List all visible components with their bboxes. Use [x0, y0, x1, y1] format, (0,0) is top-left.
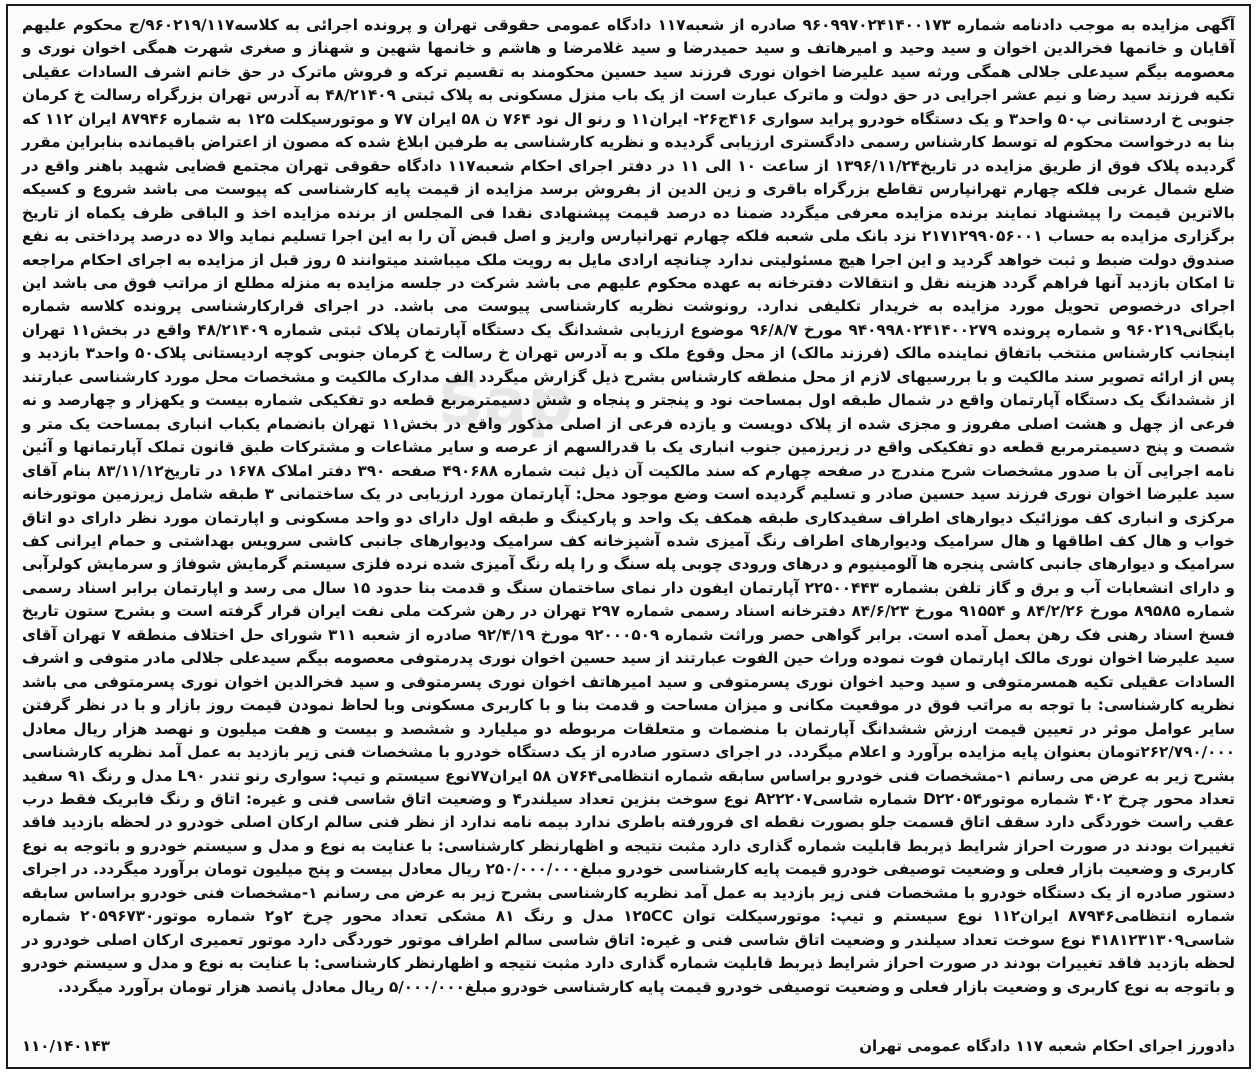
footer-signature: دادورز اجرای احکام شعبه ۱۱۷ دادگاه عمومی تهران [859, 1037, 1235, 1055]
notice-footer [22, 1033, 1235, 1059]
auction-notice [6, 4, 1251, 1069]
footer-reference-code: ۱۱۰/۱۴۰۱۴۳ [22, 1037, 110, 1055]
watermark-logo: Sap [438, 366, 574, 440]
notice-body-text: آگهی مزایده به موجب دادنامه شماره ۹۶۰۹۹۷۰۲۴۱۴۰۰۱۷۳ صادره از شعبه۱۱۷ دادگاه عمومی حقوقی تهران و پرونده اجرائی به کلاسه۹۶۰۲۱۹/۱۱۷/ج محکوم علیهم آقایان و خانمها فخرالدین اخوان و سید وحید و امیرهاتف و سید حمیدرضا و سید غلامرضا و هاشم و خانمها شهین و شهناز و صغری شهرت همگی اخوان نوری و معصومه بیگم سیدعلی جلالی همگی ورثه سید علیرضا اخوان نوری فرزند سید حسین محکومند به تقسیم ترکه و فروش ماترک در حق خانم اشرف السادات عقیلی تکیه فرزند سید رضا و نیم عشر اجرایی در حق دولت و ماترک عبارت است از یک باب منزل مسکونی به پلاک ثبتی ۴۸/۲۱۴۰۹ به آدرس تهران بزرگراه رسالت خ کرمان جنوبی خ اردستانی پ۵۰ واحد۳ و یک دستگاه خودرو پراید سواری ۴۱۶ج۲۶- ایران۱۱ و رنو ال نود ۷۶۴ ن ۵۸ ایران ۷۷ و موتورسیکلت ۱۲۵ به شماره ۸۷۹۴۶ ایران ۱۱۲ که بنا به درخواست محکوم له توسط کارشناس رسمی دادگستری ارزیابی گردیده و نظریه کارشناسی به طرفین ابلاغ شده که مصون از اعتراض باقیمانده بنابراین مقرر گردیده پلاک فوق از طریق مزایده در تاریخ۱۳۹۶/۱۱/۲۴ از ساعت ۱۰ الی ۱۱ در دفتر اجرای احکام شعبه۱۱۷ دادگاه حقوقی تهران مجتمع قضایی شهید باهنر واقع در ضلع شمال غربی فلکه چهارم تهرانپارس تقاطع بزرگراه باقری و زین الدین از بفروش برسد مزایده از قیمت پایه کارشناسی که پیوست می باشد شروع و کسیکه بالاترین قیمت را پیشنهاد نمایند برنده مزایده معرفی میگردد ضمنا ده درصد قیمت پیشنهادی نقدا فی المجلس از برنده مزایده اخذ و الباقی ظرف یکماه از تاریخ برگزاری مزایده به حساب ۲۱۷۱۲۹۹۰۵۶۰۰۱ نزد بانک ملی شعبه فلکه چهارم تهرانپارس واریز و اصل قبض آن را به این اجرا تسلیم نماید والا ده درصد پرداختی به نفع صندوق دولت ضبط و ثبت خواهد گردید و این اجرا هیچ مسئولیتی ندارد چنانچه ارادی مایل به رویت ملک میباشند میتوانند ۵ روز قبل از مزایده به اجرای احکام مراجعه تا امکان بازدید آنها فراهم گردد هزینه نقل و انتقالات دفترخانه به عهده محکوم علیهم می باشد شرکت در جلسه مزایده به منزله مطلع از مراتب فوق می باشد این اجرای درخصوص تحویل مورد مزایده به خریدار تکلیفی ندارد. رونوشت نظریه کارشناسی پیوست می باشد. در اجرای قرارکارشناسی پرونده کلاسه شماره بایگانی۹۶۰۲۱۹ و شماره پرونده ۹۴۰۹۹۸۰۲۴۱۴۰۰۲۷۹ مورخ ۹۶/۸/۷ موضوع ارزیابی ششدانگ یک دستگاه آپارتمان پلاک ثبتی شماره ۴۸/۲۱۴۰۹ واقع در بخش۱۱ تهران اینجانب کارشناس منتخب باتفاق نماینده مالک (فرزند مالک) از محل وقوع ملک و به آدرس تهران خ رسالت خ کرمان جنوبی کوچه اردیستانی پلاک۵۰ واحد۳ بازدید و پس از ارائه تصویر سند مالکیت و با بررسیهای لازم از محل منطقه کارشناس بشرح ذیل گزارش میگردد الف مدارک مالکیت و مشخصات محل مورد کارشناسی عبارتند از ششدانگ یک دستگاه آپارتمان واقع در شمال طبقه اول بمساحت نود و پنجتر و پنجاه و شش دسیمترمربع قطعه دو تفکیکی شماره بیست و یکهزار و چهارصد و نه فرعی از چهل و هشت اصلی مفروز و مجزی شده از پلاک دویست و یازده فرعی از اصلی مذکور واقع در بخش۱۱ تهران بانضمام یکباب انباری بمساحت یک متر و شصت و پنج دسیمترمربع قطعه دو تفکیکی واقع در زیرزمین جنوب انباری یک با قدرالسهم از عرصه و سایر مشاعات و مشترکات طبق قانون تملک آپارتمانها و آئین نامه اجرایی آن با صدور مشخصات شرح مندرج در صفحه چهارم که سند مالکیت آن ذیل ثبت شماره ۴۹۰۶۸۸ صفحه ۳۹۰ دفتر املاک ۱۶۷۸ در تاریخ۸۳/۱۱/۱۲ بنام آقای سید علیرضا اخوان نوری فرزند سید حسین صادر و تسلیم گردیده است وضع موجود محل: آپارتمان مورد ارزیابی در یک ساختمانی ۳ طبقه شامل زیرزمین موتورخانه مرکزی و انباری کف موزائیک دیوارهای اطراف سفیدکاری طبقه همکف یک واحد و پارکینگ و طبقه اول دارای دو واحد مسکونی و اپارتمان مورد نظر دارای دو اتاق خواب و هال کف اطاقها و هال سرامیک ودیوارهای اطراف رنگ آمیزی شده آشپزخانه کف سرامیک ودیوارهای جانبی کاشی سرویس بهداشتی و حمام ایرانی کف سرامیک و دیوارهای جانبی کاشی پنجره ها آلومینیوم و درهای ورودی چوبی پله سنگ و را پله رنگ آمیزی شده نرده فلزی سیستم گرمایش شوفاژ و سرمایش کولرآبی و دارای انشعابات آب و برق و گاز تلفن بشماره ۲۲۵۰۰۴۴۳ آپارتمان ایفون دار نمای ساختمان سنگ و قدمت بنا حدود ۱۵ سال می رسد و اپارتمان برابر اسناد رسمی شماره ۸۹۵۸۵ مورخ ۸۴/۲/۲۶ و ۹۱۵۵۴ مورخ ۸۴/۶/۲۳ دفترخانه اسناد رسمی شماره ۲۹۷ تهران در رهن شرکت ملی نفت ایران قرار گرفته است و بشرح ستون تاریخ فسخ اسناد رهنی فک رهن بعمل آمده است. برابر گواهی حصر وراثت شماره ۹۲۰۰۰۵۰۹ مورخ ۹۲/۴/۱۹ صادره از شعبه ۳۱۱ شورای حل اختلاف منطقه ۷ تهران آقای سید علیرضا اخوان نوری مالک اپارتمان فوت نموده وراث حین الفوت عبارتند از سید حسین اخوان نوری پدرمتوفی معصومه بیگم سیدعلی جلالی مادر متوفی و اشرف السادات عقیلی تکیه همسرمتوفی و سید وحید اخوان نوری پسرمتوفی و سید امیرهاتف اخوان نوری پسرمتوفی و سید فخرالدین اخوان نوری پسرمتوفی می باشد نظریه کارشناسی: با توجه به مراتب فوق در موقعیت مکانی و میزان مساحت و قدمت بنا و با کاربری مسکونی وبا لحاظ نمودن قیمت روز بازار و با در نظر گرفتن سایر عوامل موثر در تعیین قیمت ارزش ششدانگ آپارتمان با منضمات و متعلقات مربوطه دو میلیارد و ششصد و بیست و هفت میلیون و نهصد هزار ریال معادل ۲۶۲/۷۹۰/۰۰۰تومان بعنوان پایه مزایده برآورد و اعلام میگردد. در اجرای دستور صادره از یک دستگاه خودرو با مشخصات فنی زیر بازدید به عمل آمد نظریه کارشناسی بشرح زیر به عرض می رسانم ۱-مشخصات فنی خودرو براساس سابقه شماره انتظامی۷۶۴ن ۵۸ ایران۷۷نوع سیستم و تیپ: سواری رنو تندر L۹۰ مدل و رنگ ۹۱ سفید تعداد محور چرخ ۴۰۲ شماره موتورD۲۲۰۵۴ شماره شاسیA۲۲۲۰۷ نوع سوخت بنزین تعداد سیلندر۴ و وضعیت اتاق شاسی فنی و غیره: اتاق و رنگ فابریک فقط درب عقب راست خوردگی دارد سقف اتاق قسمت جلو بصورت نقطه ای فرورفته باطری ندارد بیمه نامه ندارد از نظر فنی سالم ارکان اصلی خودرو در لحظه بازدید فاقد تغییرات بودند در صورت احراز شرایط ذیربط قابلیت شماره گذاری دارد مثبت نتیجه و اظهارنظر کارشناسی: با عنایت به نوع و مدل و سیستم خودرو و باتوجه به نوع کاربری و وضعیت بازار فعلی و وضعیت توصیفی خودرو قیمت پایه کارشناسی خودرو مبلغ۲۵۰/۰۰۰/۰۰۰ ریال معادل بیست و پنج میلیون تومان برآورد میگردد. در اجرای دستور صادره از یک دستگاه خودرو با مشخصات فنی زیر بازدید به عمل آمد نظریه کارشناسی بشرح زیر به عرض می رسانم ۱-مشخصات فنی خودرو براساس سابقه شماره انتظامی۸۷۹۴۶ ایران۱۱۲ نوع سیستم و تیپ: موتورسیکلت توان ۱۲۵CC مدل و رنگ ۸۱ مشکی تعداد محور چرخ ۲و۲ شماره موتور۲۰۵۹۶۷۳۰ شماره شاسی۴۱۸۱۲۳۱۳۰۹ نوع سوخت تعداد سیلندر و وضعیت اتاق شاسی فنی و غیره: اتاق شاسی سالم اطراف موتور خوردگی دارد موتور تعمیری ارکان اصلی خودرو در لحظه بازدید فاقد تغییرات بودند در صورت احراز شرایط ذیربط قابلیت شماره گذاری دارد مثبت نتیجه و اظهارنظر کارشناسی: با عنایت به نوع و مدل و سیستم خودرو و باتوجه به نوع کاربری و وضعیت بازار فعلی و وضعیت توصیفی خودرو قیمت پایه کارشناسی خودرو مبلغ۵/۰۰۰/۰۰۰ ریال معادل پانصد هزار تومان برآورد میگردد. [22, 16, 1236, 996]
